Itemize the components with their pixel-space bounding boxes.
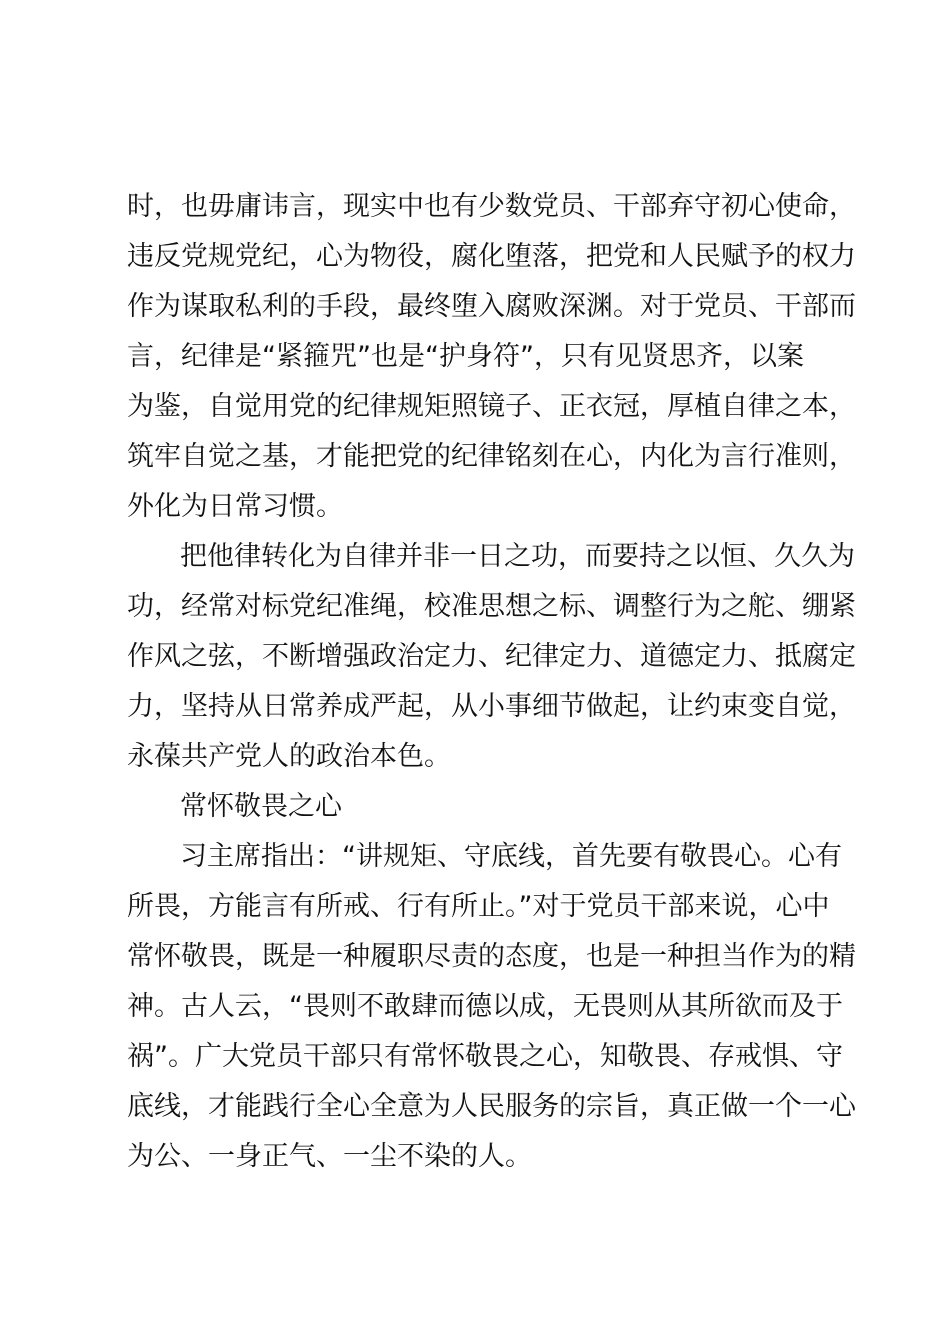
text-line: 力，坚持从日常养成严起，从小事细节做起，让约束变自觉，	[127, 691, 856, 722]
text-line: 为鉴，自觉用党的纪律规矩照镜子、正衣冠，厚植自律之本，	[127, 391, 856, 422]
text-line: 违反党规党纪，心为物役，腐化堕落，把党和人民赋予的权力	[127, 241, 856, 272]
text-line: 作为谋取私利的手段，最终堕入腐败深渊。对于党员、干部而	[127, 291, 856, 322]
text-line: 祸”。广大党员干部只有常怀敬畏之心，知敬畏、存戒惧、守	[127, 1041, 843, 1072]
text-line: 为公、一身正气、一尘不染的人。	[127, 1141, 532, 1172]
text-line: 所畏，方能言有所戒、行有所止。”对于党员干部来说，心中	[127, 891, 830, 922]
text-line: 常怀敬畏，既是一种履职尽责的态度，也是一种担当作为的精	[127, 941, 856, 972]
text-line: 外化为日常习惯。	[127, 491, 343, 522]
text-line: 言，纪律是“紧箍咒”也是“护身符”，只有见贤思齐，以案	[127, 341, 804, 372]
text-line: 底线，才能践行全心全意为人民服务的宗旨，真正做一个一心	[127, 1091, 856, 1122]
text-line: 筑牢自觉之基，才能把党的纪律铭刻在心，内化为言行准则，	[127, 441, 856, 472]
paragraph-first-line: 把他律转化为自律并非一日之功，而要持之以恒、久久为	[180, 541, 855, 572]
text-line: 作风之弦，不断增强政治定力、纪律定力、道德定力、抵腐定	[127, 641, 856, 672]
section-heading: 常怀敬畏之心	[180, 791, 342, 822]
text-line: 时，也毋庸讳言，现实中也有少数党员、干部弃守初心使命，	[127, 191, 856, 222]
text-line: 神。古人云，“畏则不敢肆而德以成，无畏则从其所欲而及于	[127, 991, 843, 1022]
text-line: 永葆共产党人的政治本色。	[127, 741, 451, 772]
text-line: 功，经常对标党纪准绳，校准思想之标、调整行为之舵、绷紧	[127, 591, 856, 622]
paragraph-first-line: 习主席指出：“讲规矩、守底线，首先要有敬畏心。心有	[180, 841, 842, 872]
